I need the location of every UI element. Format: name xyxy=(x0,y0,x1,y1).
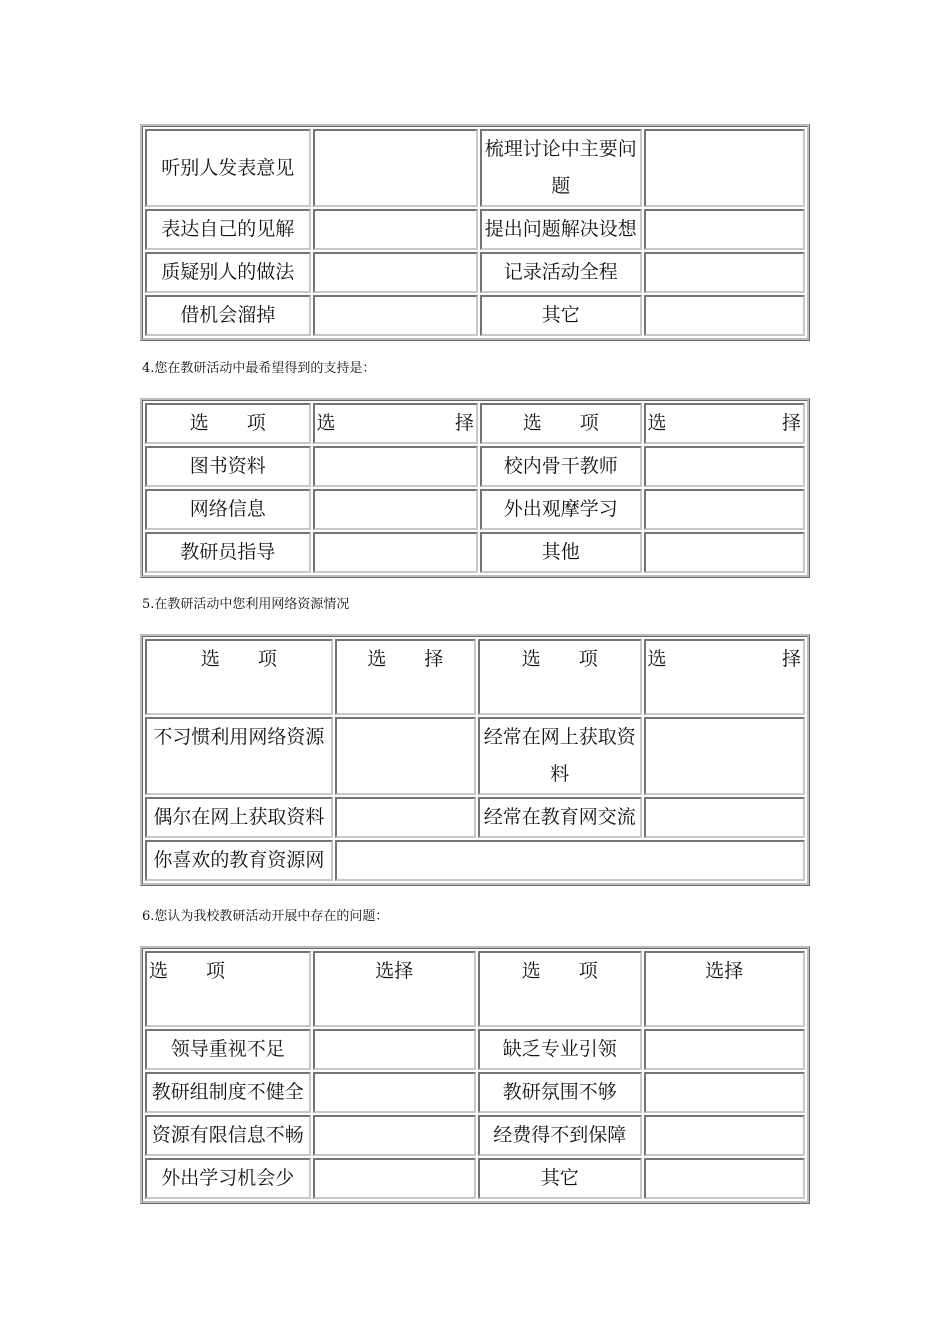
option-label: 听别人发表意见 xyxy=(145,129,311,207)
option-label: 偶尔在网上获取资料 xyxy=(145,797,333,838)
table-row xyxy=(145,797,805,838)
option-label: 借机会溜掉 xyxy=(145,295,311,336)
table-row xyxy=(145,1115,805,1156)
choice-cell[interactable] xyxy=(313,295,479,336)
option-label: 表达自己的见解 xyxy=(145,209,311,250)
table-row xyxy=(145,295,805,336)
option-label: 校内骨干教师 xyxy=(480,446,641,487)
option-label: 其他 xyxy=(480,532,641,573)
header-option: 选 项 xyxy=(145,403,311,444)
option-label: 图书资料 xyxy=(145,446,311,487)
option-label: 经常在网上获取资料 xyxy=(478,717,642,795)
table-header-row xyxy=(145,951,805,1027)
choice-cell[interactable] xyxy=(644,1115,805,1156)
table-row xyxy=(145,1072,805,1113)
table-header-row xyxy=(145,403,805,444)
table-problems xyxy=(140,946,810,1204)
header-choice: 选 择 xyxy=(335,639,476,715)
table-row xyxy=(145,129,805,207)
favorite-site-input[interactable] xyxy=(335,840,805,881)
option-label: 经费得不到保障 xyxy=(478,1115,642,1156)
choice-cell[interactable] xyxy=(644,252,806,293)
choice-cell[interactable] xyxy=(644,489,806,530)
header-option: 选 项 xyxy=(480,403,641,444)
table-row xyxy=(145,209,805,250)
choice-cell[interactable] xyxy=(644,797,806,838)
table-row xyxy=(145,532,805,573)
choice-cell[interactable] xyxy=(313,209,479,250)
option-label: 外出观摩学习 xyxy=(480,489,641,530)
option-label: 其它 xyxy=(480,295,641,336)
option-label: 经常在教育网交流 xyxy=(478,797,642,838)
choice-cell[interactable] xyxy=(644,209,806,250)
table-row xyxy=(145,489,805,530)
header-choice: 选择 xyxy=(644,951,805,1027)
option-label: 其它 xyxy=(478,1158,642,1199)
choice-cell[interactable] xyxy=(644,446,806,487)
table-header-row xyxy=(145,639,805,715)
table-row xyxy=(145,252,805,293)
question-5: 5.在教研活动中您利用网络资源情况 xyxy=(142,597,350,612)
table-support-wanted xyxy=(140,398,810,578)
question-4: 4.您在教研活动中最希望得到的支持是： xyxy=(142,361,376,376)
table-activity-behaviors xyxy=(140,124,810,341)
option-label: 梳理讨论中主要问题 xyxy=(480,129,641,207)
option-label: 你喜欢的教育资源网 xyxy=(145,840,333,881)
choice-cell[interactable] xyxy=(644,295,806,336)
choice-cell[interactable] xyxy=(313,1158,477,1199)
header-choice: 选 择 xyxy=(644,403,806,444)
choice-cell[interactable] xyxy=(313,129,479,207)
choice-cell[interactable] xyxy=(335,797,476,838)
header-option: 选 项 xyxy=(145,951,311,1027)
choice-cell[interactable] xyxy=(313,446,479,487)
choice-cell[interactable] xyxy=(644,1158,805,1199)
table-row xyxy=(145,1029,805,1070)
option-label: 不习惯利用网络资源 xyxy=(145,717,333,795)
header-choice: 选 择 xyxy=(644,639,806,715)
table-row xyxy=(145,446,805,487)
header-choice: 选 择 xyxy=(313,403,479,444)
option-label: 教研员指导 xyxy=(145,532,311,573)
option-label: 缺乏专业引领 xyxy=(478,1029,642,1070)
choice-cell[interactable] xyxy=(644,532,806,573)
header-option: 选 项 xyxy=(478,639,642,715)
table-network-resources xyxy=(140,634,810,886)
table-row xyxy=(145,1158,805,1199)
question-6: 6.您认为我校教研活动开展中存在的问题： xyxy=(142,909,389,924)
option-label: 资源有限信息不畅 xyxy=(145,1115,311,1156)
option-label: 外出学习机会少 xyxy=(145,1158,311,1199)
option-label: 领导重视不足 xyxy=(145,1029,311,1070)
choice-cell[interactable] xyxy=(644,1029,805,1070)
option-label: 教研氛围不够 xyxy=(478,1072,642,1113)
option-label: 质疑别人的做法 xyxy=(145,252,311,293)
choice-cell[interactable] xyxy=(644,717,806,795)
choice-cell[interactable] xyxy=(313,1072,477,1113)
choice-cell[interactable] xyxy=(313,1115,477,1156)
option-label: 教研组制度不健全 xyxy=(145,1072,311,1113)
table-row xyxy=(145,840,805,881)
choice-cell[interactable] xyxy=(313,532,479,573)
option-label: 提出问题解决设想 xyxy=(480,209,641,250)
table-row xyxy=(145,717,805,795)
choice-cell[interactable] xyxy=(313,489,479,530)
choice-cell[interactable] xyxy=(644,1072,805,1113)
choice-cell[interactable] xyxy=(313,252,479,293)
header-choice: 选择 xyxy=(313,951,477,1027)
choice-cell[interactable] xyxy=(335,717,476,795)
option-label: 网络信息 xyxy=(145,489,311,530)
choice-cell[interactable] xyxy=(313,1029,477,1070)
header-option: 选 项 xyxy=(478,951,642,1027)
choice-cell[interactable] xyxy=(644,129,806,207)
header-option: 选 项 xyxy=(145,639,333,715)
option-label: 记录活动全程 xyxy=(480,252,641,293)
